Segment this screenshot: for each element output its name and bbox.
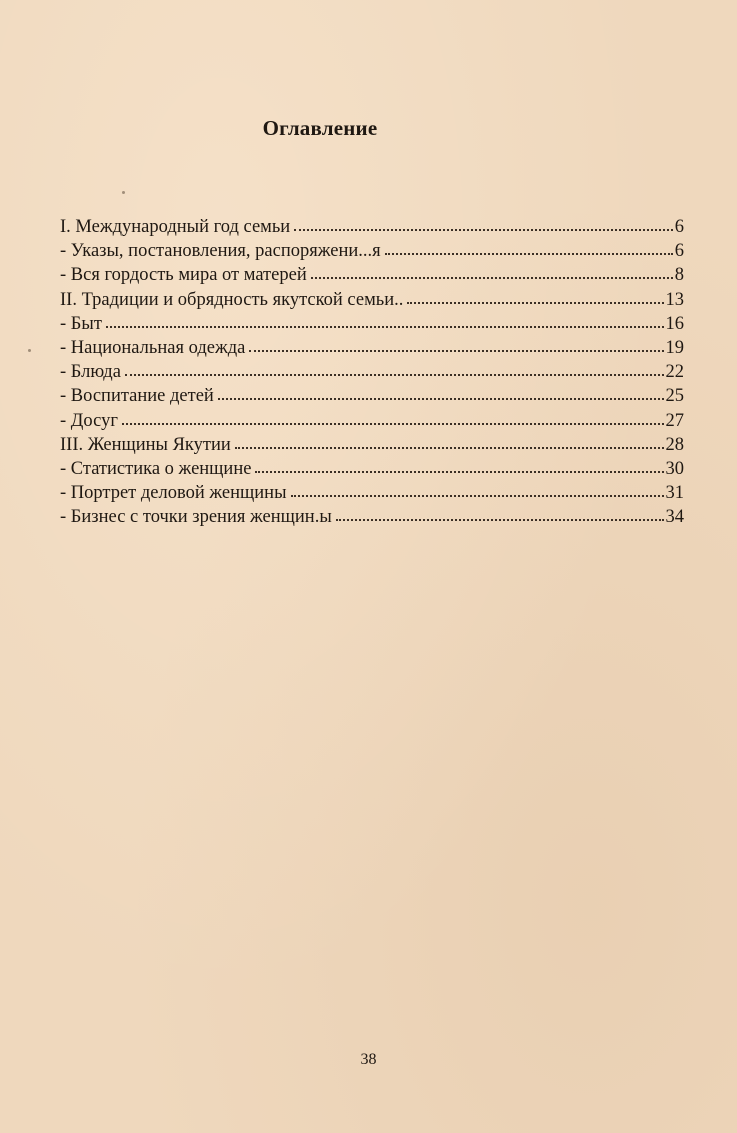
leader-dots — [336, 501, 664, 521]
leader-dots — [311, 259, 673, 279]
toc-label: - Воспитание детей — [60, 386, 214, 407]
toc-page: 30 — [665, 458, 684, 479]
leader-dots — [385, 235, 673, 255]
paper-speck — [122, 191, 125, 194]
toc-row — [60, 357, 684, 381]
toc-page: 13 — [665, 289, 684, 310]
table-of-contents — [60, 212, 684, 526]
toc-page: 25 — [665, 386, 684, 407]
toc-row — [60, 430, 684, 454]
toc-row — [60, 212, 684, 236]
toc-row — [60, 381, 684, 405]
toc-page: 34 — [665, 507, 684, 528]
toc-label: - Быт — [60, 313, 102, 334]
toc-label: - Национальная одежда — [60, 337, 246, 358]
toc-label: II. Традиции и обрядность якутской семьи.. — [60, 289, 404, 310]
toc-page: 27 — [665, 410, 684, 431]
leader-dots — [235, 429, 664, 449]
leader-dots — [122, 405, 664, 425]
toc-page: 6 — [674, 217, 684, 237]
toc-row — [60, 333, 684, 357]
toc-label: - Статистика о женщине — [60, 458, 252, 479]
leader-dots — [255, 453, 663, 473]
toc-page: 22 — [665, 362, 684, 383]
toc-label: III. Женщины Якутии — [60, 434, 231, 455]
page-title: Оглавление — [262, 116, 378, 140]
toc-label: - Досуг — [60, 410, 118, 431]
leader-dots — [291, 477, 664, 497]
toc-row — [60, 260, 684, 284]
toc-page: 31 — [665, 483, 684, 504]
toc-label: - Указы, постановления, распоряжени...я — [60, 241, 381, 262]
toc-label: - Блюда — [60, 362, 121, 383]
toc-label: - Бизнес с точки зрения женщин.ы — [60, 507, 332, 528]
leader-dots — [106, 308, 664, 328]
leader-dots — [249, 332, 663, 352]
leader-dots — [407, 284, 663, 304]
toc-page: 16 — [665, 313, 684, 334]
page-number: 38 — [360, 1051, 377, 1068]
toc-row — [60, 285, 684, 309]
paper-speck — [28, 349, 31, 352]
toc-row — [60, 502, 684, 526]
toc-row — [60, 406, 684, 430]
toc-page: 19 — [665, 337, 684, 358]
toc-row — [60, 454, 684, 478]
toc-label: - Вся гордость мира от матерей — [60, 265, 307, 286]
toc-page: 8 — [674, 265, 684, 286]
leader-dots — [294, 211, 673, 231]
leader-dots — [218, 380, 664, 400]
leader-dots — [125, 356, 664, 376]
toc-label: I. Международный год семьи — [60, 217, 291, 237]
toc-page: 6 — [674, 241, 684, 262]
toc-row — [60, 309, 684, 333]
toc-page: 28 — [665, 434, 684, 455]
toc-row — [60, 478, 684, 502]
toc-row — [60, 236, 684, 260]
toc-label: - Портрет деловой женщины — [60, 483, 287, 504]
